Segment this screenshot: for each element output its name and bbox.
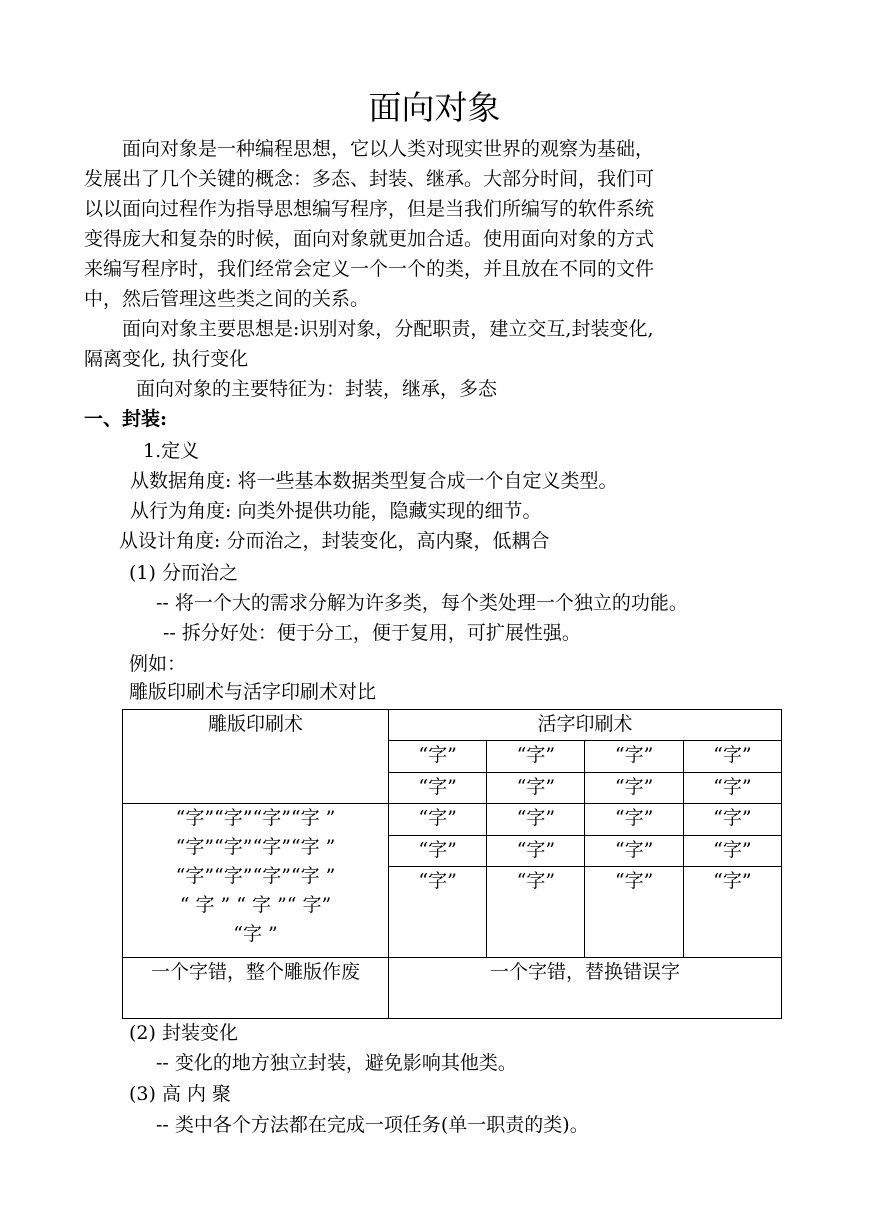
type-char-cell: “字” <box>585 867 683 958</box>
type-char-cell: “字” <box>683 804 781 835</box>
definition-data: 从数据角度: 将一些基本数据类型复合成一个自定义类型。 <box>130 470 618 492</box>
point-3-text: -- 类中各个方法都在完成一项任务(单一职责的类)。 <box>156 1114 589 1136</box>
intro-line: 变得庞大和复杂的时候，面向对象就更加合适。使用面向对象的方式 <box>84 228 655 250</box>
point-1-text: -- 将一个大的需求分解为许多类，每个类处理一个独立的功能。 <box>156 592 688 614</box>
comparison-table <box>122 709 782 1019</box>
type-char-cell: “字” <box>683 867 781 958</box>
main-idea-line: 隔离变化, 执行变化 <box>84 348 249 370</box>
intro-line: 发展出了几个关键的概念：多态、封装、继承。大部分时间，我们可 <box>84 168 655 190</box>
page-title: 面向对象 <box>368 88 501 127</box>
type-char-cell: “字” <box>487 867 585 958</box>
type-char-cell: “字” <box>683 835 781 866</box>
definition-behavior: 从行为角度: 向类外提供功能，隐藏实现的细节。 <box>130 500 542 522</box>
type-char-cell: “字” <box>487 835 585 866</box>
intro-line: 来编写程序时，我们经常会定义一个一个的类，并且放在不同的文件 <box>84 258 655 280</box>
definition-label: 1.定义 <box>143 440 200 462</box>
point-2-text: -- 变化的地方独立封装，避免影响其他类。 <box>156 1052 517 1074</box>
woodblock-line: “字 ” <box>233 923 278 946</box>
type-char-cell: “字” <box>389 804 487 835</box>
woodblock-line: “ 字 ” “ 字 ”“ 字” <box>179 894 332 917</box>
features-line: 面向对象的主要特征为：封装，继承，多态 <box>136 378 498 400</box>
type-char-cell: “字” <box>389 772 487 803</box>
definition-design: 从设计角度: 分而治之，封装变化，高内聚，低耦合 <box>119 530 550 552</box>
table-header-woodblock: 雕版印刷术 <box>123 710 389 804</box>
intro-line: 中，然后管理这些类之间的关系。 <box>84 288 370 310</box>
woodblock-line: “字”“字”“字”“字 ” <box>175 865 336 888</box>
example-label: 例如： <box>129 653 187 675</box>
point-2-label: (2) 封装变化 <box>129 1022 238 1044</box>
intro-line: 面向对象是一种编程思想，它以人类对现实世界的观察为基础， <box>122 138 655 160</box>
point-3-label: (3) 高 内 聚 <box>129 1083 232 1105</box>
table-caption: 雕版印刷术与活字印刷术对比 <box>129 681 377 703</box>
type-char-cell: “字” <box>585 835 683 866</box>
type-char-cell: “字” <box>585 772 683 803</box>
point-1-text: -- 拆分好处：便于分工，便于复用，可扩展性强。 <box>163 622 581 644</box>
intro-line: 以以面向过程作为指导思想编写程序，但是当我们所编写的软件系统 <box>84 198 655 220</box>
section-heading: 一、封装: <box>84 408 168 430</box>
type-char-cell: “字” <box>389 867 487 958</box>
woodblock-error-cell: 一个字错，整个雕版作废 <box>123 958 389 1019</box>
type-char-cell: “字” <box>487 772 585 803</box>
type-char-cell: “字” <box>487 741 585 772</box>
type-char-cell: “字” <box>683 741 781 772</box>
woodblock-cell <box>123 804 389 958</box>
type-char-cell: “字” <box>585 741 683 772</box>
type-char-cell: “字” <box>389 835 487 866</box>
woodblock-line: “字”“字”“字”“字 ” <box>175 836 336 859</box>
type-char-cell: “字” <box>389 741 487 772</box>
type-char-cell: “字” <box>683 772 781 803</box>
table-header-movable-type: 活字印刷术 <box>389 710 782 741</box>
point-1-label: (1) 分而治之 <box>129 562 238 584</box>
type-char-cell: “字” <box>487 804 585 835</box>
movable-type-error-cell: 一个字错，替换错误字 <box>389 958 782 1019</box>
type-char-cell: “字” <box>585 804 683 835</box>
woodblock-line: “字”“字”“字”“字 ” <box>175 807 336 830</box>
main-idea-line: 面向对象主要思想是:识别对象，分配职责，建立交互,封装变化, <box>122 318 654 340</box>
